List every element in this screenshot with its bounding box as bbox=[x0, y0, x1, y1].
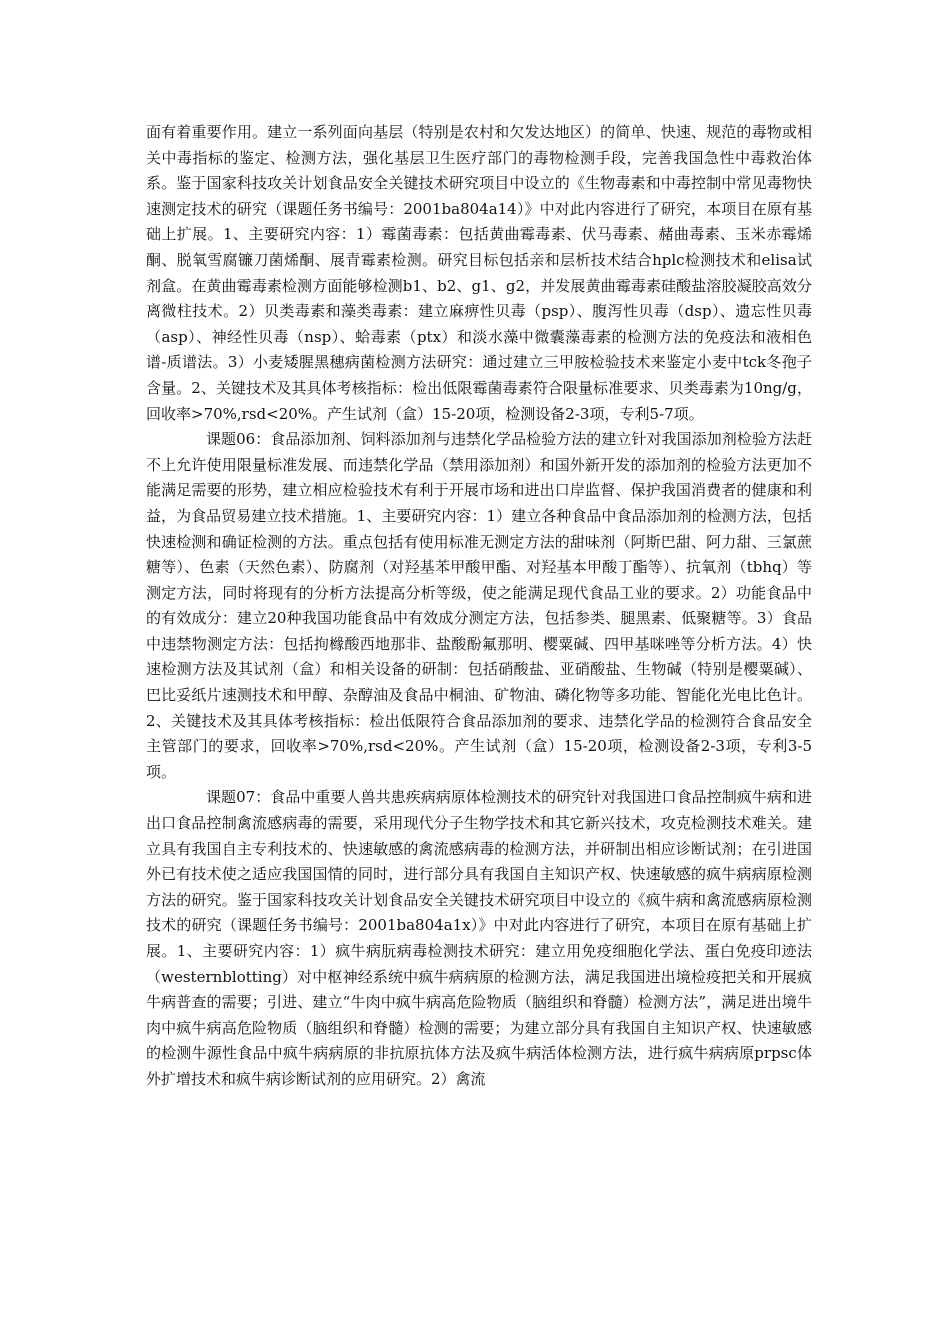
paragraph-topic-07: 课题07：食品中重要人兽共患疾病病原体检测技术的研究针对我国进口食品控制疯牛病和进出口食品控制禽流感病毒的需要，采用现代分子生物学技术和其它新兴技术，攻克检测技术难关。建立具有我国自主专利技术的、快速敏感的禽流感病毒的检测方法，并研制出相应诊断试剂；在引进国外已有技术使之适应我国国情的同时，进行部分具有我国自主知识产权、快速敏感的疯牛病病原检测方法的研究。鉴于国家科技攻关计划食品安全关键技术研究项目中设立的《疯牛病和禽流感病原检测技术的研究（课题任务书编号：2001ba804a1x）》中对此内容进行了研究，本项目在原有基础上扩展。1、主要研究内容：1）疯牛病朊病毒检测技术研究：建立用免疫细胞化学法、蛋白免疫印迹法（westernblotting）对中枢神经系统中疯牛病病原的检测方法，满足我国进出境检疫把关和开展疯牛病普查的需要；引进、建立“牛肉中疯牛病高危险物质（脑组织和脊髓）检测方法”，满足进出境牛肉中疯牛病高危险物质（脑组织和脊髓）检测的需要；为建立部分具有我国自主知识产权、快速敏感的检测牛源性食品中疯牛病病原的非抗原抗体方法及疯牛病活体检测方法，进行疯牛病病原prpsc体外扩增技术和疯牛病诊断试剂的应用研究。2）禽流 bbox=[146, 788, 812, 1088]
paragraph-intro: 面有着重要作用。建立一系列面向基层（特别是农村和欠发达地区）的简单、快速、规范的毒物或相关中毒指标的鉴定、检测方法，强化基层卫生医疗部门的毒物检测手段，完善我国急性中毒救治体系。鉴于国家科技攻关计划食品安全关键技术研究项目中设立的《生物毒素和中毒控制中常见毒物快速测定技术的研究（课题任务书编号：2001ba804a14）》中对此内容进行了研究，本项目在原有基础上扩展。1、主要研究内容：1）霉菌毒素：包括黄曲霉毒素、伏马毒素、赭曲毒素、玉米赤霉烯酮、脱氧雪腐镰刀菌烯酮、展青霉素检测。研究目标包括亲和层析技术结合hplc检测技术和elisa试剂盒。在黄曲霉毒素检测方面能够检测b1、b2、g1、g2，并发展黄曲霉毒素硅酸盐溶胶凝胶高效分离微柱技术。2）贝类毒素和藻类毒素：建立麻痹性贝毒（psp）、腹泻性贝毒（dsp）、遗忘性贝毒（asp）、神经性贝毒（nsp）、蛤毒素（ptx）和淡水藻中微囊藻毒素的检测方法的免疫法和液相色谱-质谱法。3）小麦矮腥黑穗病菌检测方法研究：通过建立三甲胺检验技术来鉴定小麦中tck冬孢子含量。2、关键技术及其具体考核指标：检出低限霉菌毒素符合限量标准要求、贝类毒素为10ng/g，回收率>70%,rsd<20%。产生试剂（盒）15-20项，检测设备2-3项，专利5-7项。 bbox=[146, 123, 812, 423]
paragraph-topic-06: 课题06：食品添加剂、饲料添加剂与违禁化学品检验方法的建立针对我国添加剂检验方法赶不上允许使用限量标准发展、而违禁化学品（禁用添加剂）和国外新开发的添加剂的检验方法更加不能满足需要的形势，建立相应检验技术有利于开展市场和进出口岸监督、保护我国消费者的健康和利益，为食品贸易建立技术措施。1、主要研究内容：1）建立各种食品中食品添加剂的检测方法，包括快速检测和确证检测的方法。重点包括有使用标准无测定方法的甜味剂（阿斯巴甜、阿力甜、三氯蔗糖等）、色素（天然色素）、防腐剂（对羟基苯甲酸甲酯、对羟基本甲酸丁酯等）、抗氧剂（tbhq）等测定方法，同时将现有的分析方法提高分析等级，使之能满足现代食品工业的要求。2）功能食品中的有效成分：建立20种我国功能食品中有效成分测定方法，包括参类、腿黑素、低聚糖等。3）食品中违禁物测定方法：包括拘橼酸西地那非、盐酸酚氟那明、樱粟碱、四甲基咪唑等分析方法。4）快速检测方法及其试剂（盒）和相关设备的研制：包括硝酸盐、亚硝酸盐、生物碱（特别是樱粟碱）、巴比妥纸片速测技术和甲醇、杂醇油及食品中桐油、矿物油、磷化物等多功能、智能化光电比色计。2、关键技术及其具体考核指标：检出低限符合食品添加剂的要求、违禁化学品的检测符合食品安全主管部门的要求，回收率>70%,rsd<20%。产生试剂（盒）15-20项，检测设备2-3项，专利3-5项。 bbox=[146, 430, 812, 781]
document-body bbox=[146, 120, 812, 1093]
